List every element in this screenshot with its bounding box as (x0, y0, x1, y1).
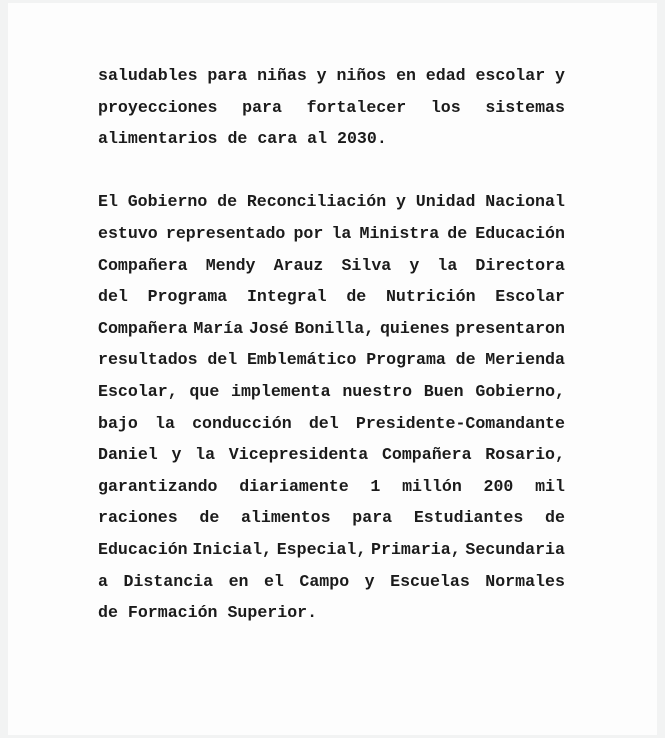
paragraph (98, 186, 565, 628)
text-line: alimentarios de cara al 2030. (98, 129, 387, 149)
document-text (98, 60, 565, 660)
text-line: bajo la conducción del Presidente-Comandante (98, 413, 565, 433)
text-line: El Gobierno de Reconciliación y Unidad Nacional (98, 192, 565, 212)
paragraph (98, 60, 565, 155)
text-line: saludables para niñas y niños en edad escolar y (98, 66, 565, 85)
document-page (8, 3, 657, 735)
text-line: de Formación Superior. (98, 603, 318, 623)
text-line: proyecciones para fortalecer los sistemas (98, 97, 565, 117)
text-line: resultados del Emblemático Programa de Merienda (98, 350, 565, 370)
text-line: Compañera Mendy Arauz Silva y la Directora (98, 255, 565, 275)
text-line: a Distancia en el Campo y Escuelas Normales (98, 571, 565, 591)
text-line: raciones de alimentos para Estudiantes de (98, 508, 565, 528)
text-line: Escolar, que implementa nuestro Buen Gobierno, (98, 381, 565, 401)
text-line: Compañera María José Bonilla, quienes presentaron (98, 318, 565, 338)
text-line: Daniel y la Vicepresidenta Compañera Rosario, (98, 445, 565, 465)
text-line: garantizando diariamente 1 millón 200 mil (98, 476, 565, 496)
text-line: estuvo representado por la Ministra de Educación (98, 223, 565, 243)
text-line: del Programa Integral de Nutrición Escolar (98, 287, 565, 307)
text-line: Educación Inicial, Especial, Primaria, Secundaria (98, 539, 565, 559)
